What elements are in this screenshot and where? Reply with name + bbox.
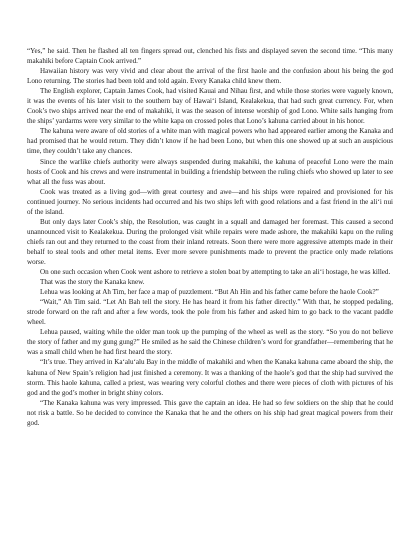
paragraph: “Wait,” Ah Tim said. “Let Ah Bah tell the story. He has heard it from his father directly.” With that, he stopped pedaling, strode forward on the raft and after a few words, took the pole from his father and asked him to go back to the vacant paddle wheel. — [27, 298, 393, 327]
paragraph: Hawaiian history was very vivid and clear about the arrival of the first haole and the confusion about his being the god Lono returning. The stories had been told and told again. Every Kanaka child knew them. — [27, 67, 393, 86]
paragraph: Lehua paused, waiting while the older man took up the pumping of the wheel as well as the story. “So you do not believe the story of father and my gung gung?” He smiled as he said the Chinese children’s word for grandfather—remembering that he was a small child when he had first heard the story. — [27, 328, 393, 357]
paragraph: On one such occasion when Cook went ashore to retrieve a stolen boat by attempting to take an ali‘i hostage, he was killed. — [40, 268, 391, 277]
paragraph: But only days later Cook’s ship, the Resolution, was caught in a squall and damaged her foremast. This caused a second unannounced visit to Kealakekua. During the prolonged visit while repairs were made ashore, the makahiki kapu on the ruling chiefs ran out and they returned to the coast from their inland retreats. Soon there were more aggressive attempts made in their behalf to steal tools and other metal items. Ever more severe punishments made to prevent the practice only made relations worse. — [27, 217, 393, 266]
paragraph: Cook was treated as a living god—with great courtesy and awe—and his ships were repaired and provisioned for his continued journey. No serious incidents had occurred and his two ships left with good relations and a fast friend in the ali‘i nui of the island. — [27, 187, 393, 216]
paragraph: “It’s true. They arrived in Ka‘alu‘alu Bay in the middle of makahiki and when the Kanaka kahuna came aboard the ship, the kahuna of New Spain’s religion had just finished a ceremony. It was a thanking of the haole’s god that the ship had survived the storm. This haole kahuna, called a priest, was wearing very colorful clothes and there were pieces of cloth with pictures of his god and the god’s mother in bright shiny colors. — [27, 358, 393, 397]
paragraph: That was the story the Kanaka knew. — [40, 278, 145, 287]
paragraph: Since the warlike chiefs authority were always suspended during makahiki, the kahuna of peaceful Lono were the main hosts of Cook and his crews and were instrumental in building a friendship between the ruling chiefs who showed up later to see what all the fuss was about. — [27, 157, 393, 186]
paragraph: The English explorer, Captain James Cook, had visited Kauai and Nihau first, and while those stories were vaguely known, it was the events of his later visit to the southern bay of Hawai‘i Island, Kealakekua, that had such great currency. For, when Cook’s two ships arrived near the end of makahiki, it was the season of intense worship of god Lono. White sails hanging from the ships’ yardarms were very similar to the white kapa on crossed poles that Lono’s kahuna carried about in his honor. — [27, 87, 393, 126]
paragraph: Lehua was looking at Ah Tim, her face a map of puzzlement. “But Ah Hin and his father came before the haole Cook?” — [40, 288, 379, 297]
paragraph: The kahuna were aware of old stories of a white man with magical powers who had appeared earlier among the Kanaka and had promised that he would return. They didn’t know if he had been Lono, but when this one showed up at such an auspicious time, they couldn’t take any chances. — [27, 127, 393, 156]
book-page — [27, 46, 393, 428]
paragraph: “The Kanaka kahuna was very impressed. This gave the captain an idea. He had so few soldiers on the ship that he could not risk a battle. So he decided to convince the Kanaka that he and the others on his ship had great magical powers from their god. — [27, 398, 393, 427]
paragraph: “Yes,” he said. Then he flashed all ten fingers spread out, clenched his fists and displayed seven the second time. “This many makahiki before Captain Cook arrived.” — [27, 47, 393, 66]
